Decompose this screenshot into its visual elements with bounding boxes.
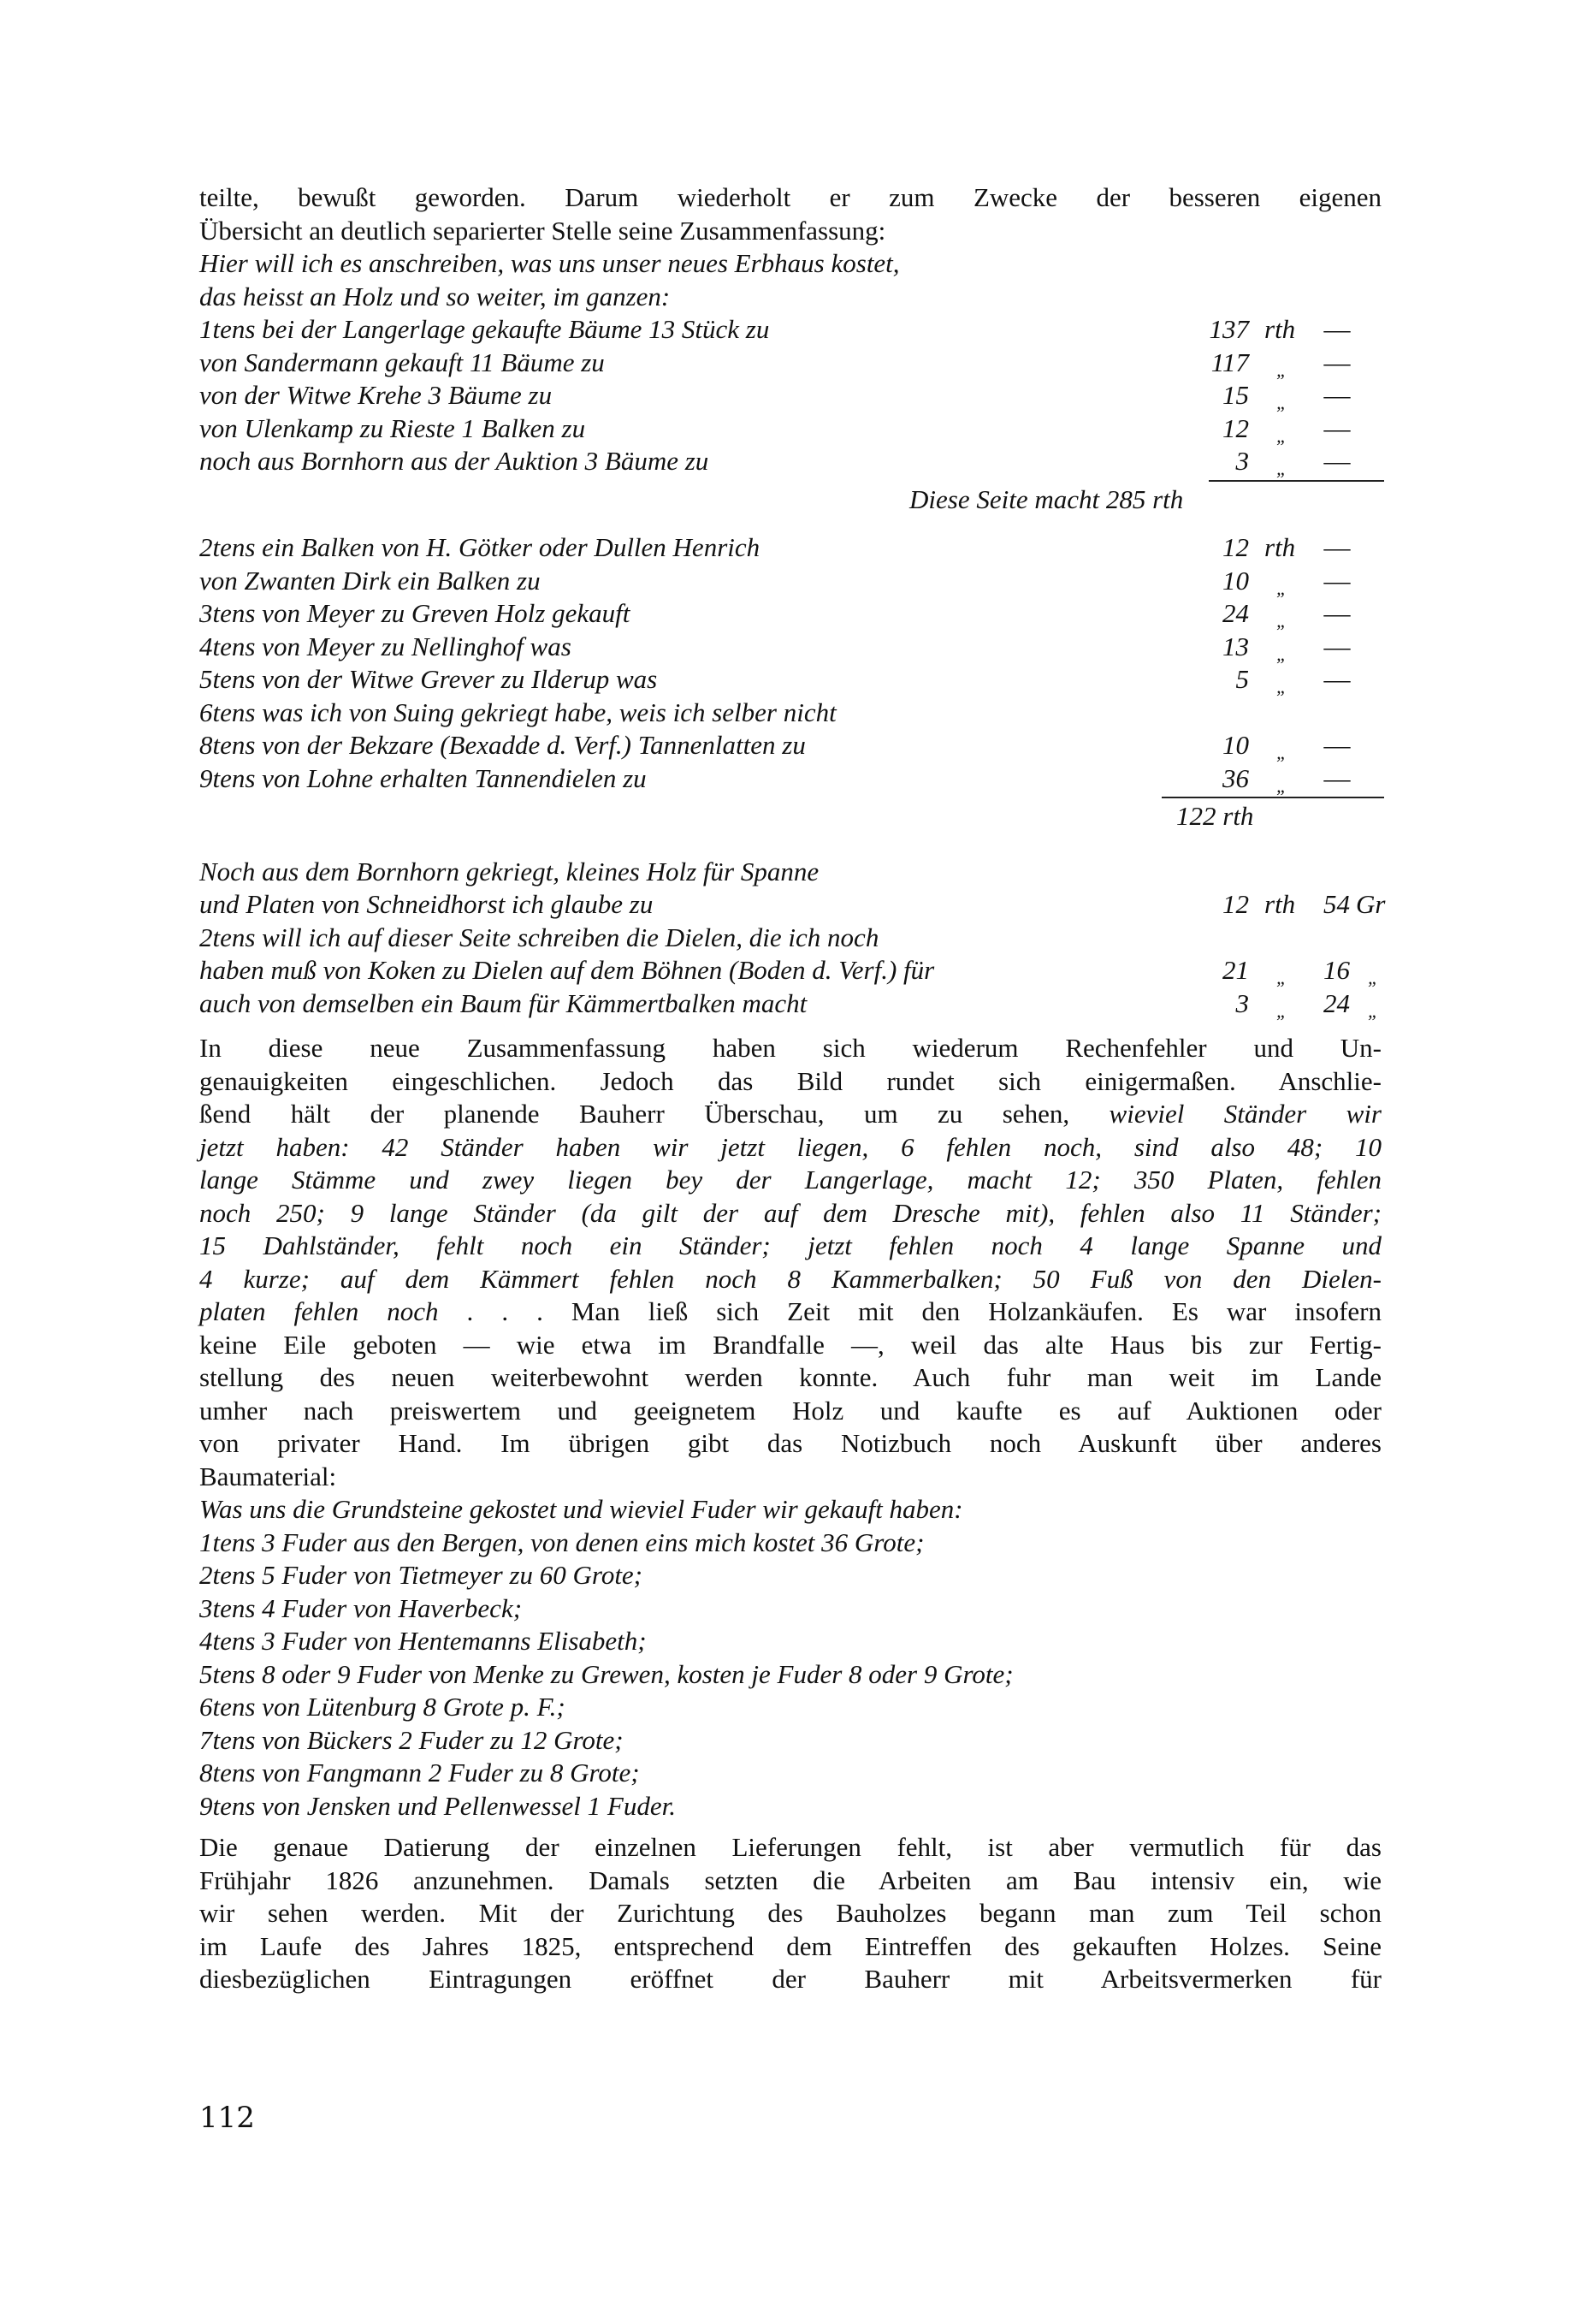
ledger-rth: 21 xyxy=(1222,955,1249,985)
ledger-label: 2tens ein Balken von H. Götker oder Dullen Henrich xyxy=(199,532,760,562)
body-paragraph-1 xyxy=(199,1032,1382,1493)
ledger-groten: 24 xyxy=(1323,987,1350,1018)
intro-line: teilte, bewußt geworden. Darum wiederholt er zum Zwecke der besseren eigenen xyxy=(199,182,1382,212)
text-line: Baumaterial: xyxy=(199,1461,337,1491)
ditto-mark: „ xyxy=(1276,774,1287,797)
ledger-table-2 xyxy=(199,531,1382,833)
text-line: 15 Dahlständer, fehlt noch ein Ständer; jetzt fehlen noch 4 lange Spanne und xyxy=(199,1230,1382,1260)
ditto-mark: „ xyxy=(1276,577,1287,599)
ditto-mark: „ xyxy=(1276,742,1287,763)
ledger-label: 9tens von Lohne erhalten Tannendielen zu xyxy=(199,762,647,793)
ledger-groten: 54 xyxy=(1323,889,1350,919)
ledger-total-row xyxy=(199,800,1382,833)
ledger-dash: — xyxy=(1323,314,1351,344)
text-line: stellung des neuen weiterbewohnt werden konnte. Auch fuhr man weit im Lande xyxy=(199,1362,1382,1392)
text-line: lange Stämme und zwey liegen bey der Langerlage, macht 12; 350 Platen, fehlen xyxy=(199,1165,1382,1195)
text-line: ßend hält der planende Bauherr Überschau, um zu sehen, wieviel Ständer wir xyxy=(199,1099,1382,1129)
text-line: platen fehlen noch . . . Man ließ sich Zeit mit den Holzankäufen. Es war insofern xyxy=(199,1296,1382,1326)
sum-rule xyxy=(1162,797,1384,798)
text-line: im Laufe des Jahres 1825, entsprechend dem Eintreffen des gekauften Holzes. Seine xyxy=(199,1930,1382,1961)
text-line: In diese neue Zusammenfassung haben sich wiederum Rechenfehler und Un- xyxy=(199,1033,1382,1063)
list-item: 1tens 3 Fuder aus den Bergen, von denen eins mich kostet 36 Grote; xyxy=(199,1527,925,1557)
ledger-amount: 3 xyxy=(1235,446,1249,476)
ledger-amount: 13 xyxy=(1222,631,1249,661)
ledger-unit: rth xyxy=(1264,532,1296,562)
ledger-table-1 xyxy=(199,313,1382,516)
text-line: Frühjahr 1826 anzunehmen. Damals setzten die Arbeiten am Bau intensiv ein, wie xyxy=(199,1865,1382,1895)
ledger-label: von Ulenkamp zu Rieste 1 Balken zu xyxy=(199,412,586,443)
ledger-label: 1tens bei der Langerlage gekaufte Bäume 13 Stück zu xyxy=(199,314,770,344)
ledger-total: 122 rth xyxy=(1176,801,1254,831)
list-item: 7tens von Bückers 2 Fuder zu 12 Grote; xyxy=(199,1724,624,1755)
ledger-row xyxy=(199,888,1386,922)
ledger-dash: — xyxy=(1323,565,1351,596)
text-line: noch 250; 9 lange Ständer (da gilt der auf dem Dresche mit), fehlen also 11 Ständer; xyxy=(199,1197,1382,1228)
ledger-label: 8tens von der Bekzare (Bexadde d. Verf.) Tannenlatten zu xyxy=(199,730,806,760)
ledger-row xyxy=(199,856,1382,889)
text-line: von privater Hand. Im übrigen gibt das Notizbuch noch Auskunft über anderes xyxy=(199,1428,1382,1458)
ledger-row xyxy=(199,663,1382,697)
ledger-label: von der Witwe Krehe 3 Bäume zu xyxy=(199,380,553,410)
document-page xyxy=(199,181,1386,1996)
ledger-row xyxy=(199,565,1382,598)
text-line: genauigkeiten eingeschlichen. Jedoch das Bild rundet sich einigermaßen. Anschlie- xyxy=(199,1065,1382,1096)
list-item: 3tens 4 Fuder von Haverbeck; xyxy=(199,1592,523,1623)
ledger-amount: 12 xyxy=(1222,412,1249,443)
ditto-mark: „ xyxy=(1276,359,1287,381)
text-line: wir sehen werden. Mit der Zurichtung des Bauholzes begann man zum Teil schon xyxy=(199,1898,1382,1928)
ledger-row xyxy=(199,412,1382,446)
quote-line: das heisst an Holz und so weiter, im ganzen: xyxy=(199,281,671,311)
ledger-row xyxy=(199,597,1382,631)
ledger-amount: 10 xyxy=(1222,730,1249,760)
list-heading: Was uns die Grundsteine gekostet und wieviel Fuder wir gekauft haben: xyxy=(199,1494,963,1524)
list-item: 5tens 8 oder 9 Fuder von Menke zu Grewen, kosten je Fuder 8 oder 9 Grote; xyxy=(199,1658,1014,1689)
ditto-mark: „ xyxy=(1276,643,1287,665)
ledger-label: 3tens von Meyer zu Greven Holz gekauft xyxy=(199,598,630,628)
body-paragraph-2 xyxy=(199,1831,1382,1996)
ledger-label: 4tens von Meyer zu Nellinghof was xyxy=(199,631,571,661)
ledger-label: noch aus Bornhorn aus der Auktion 3 Bäume zu xyxy=(199,446,709,476)
ledger-label: auch von demselben ein Baum für Kämmertbalken macht xyxy=(199,987,808,1018)
text-line: umher nach preiswertem und geeignetem Holz und kaufte es auf Auktionen oder xyxy=(199,1395,1382,1426)
quote-line: Hier will ich es anschreiben, was uns unser neues Erbhaus kostet, xyxy=(199,248,900,278)
ledger-rth: 3 xyxy=(1235,987,1249,1018)
ledger-dash: — xyxy=(1323,762,1351,793)
ledger-row xyxy=(199,531,1382,565)
ledger-label: 6tens was ich von Suing gekriegt habe, weis ich selber nicht xyxy=(199,697,837,727)
ledger-amount: 117 xyxy=(1210,347,1249,377)
ledger-label: von Sandermann gekauft 11 Bäume zu xyxy=(199,347,605,377)
ledger-label: 2tens will ich auf dieser Seite schreiben die Dielen, die ich noch xyxy=(199,922,879,952)
ditto-mark: „ xyxy=(1276,458,1287,479)
ledger-label: haben muß von Koken zu Dielen auf dem Böhnen (Boden d. Verf.) für xyxy=(199,955,935,985)
ledger-unit: rth xyxy=(1264,314,1296,344)
ditto-mark: „ xyxy=(1368,967,1379,988)
ledger-dash: — xyxy=(1323,347,1351,377)
ditto-mark: „ xyxy=(1276,610,1287,631)
list-item: 8tens von Fangmann 2 Fuder zu 8 Grote; xyxy=(199,1758,640,1787)
ledger-label: von Zwanten Dirk ein Balken zu xyxy=(199,565,541,596)
ledger-table-3 xyxy=(199,856,1386,1022)
ditto-mark: „ xyxy=(1276,967,1287,988)
ledger-amount: 12 xyxy=(1222,532,1249,562)
ledger-dash: — xyxy=(1323,730,1351,760)
ledger-total-row xyxy=(199,483,1382,517)
ledger-dash: — xyxy=(1323,631,1351,661)
ledger-unit: Gr xyxy=(1356,889,1386,919)
text-line: diesbezüglichen Eintragungen eröffnet der Bauherr mit Arbeitsvermerken für xyxy=(199,1964,1382,1994)
ledger-groten: 16 xyxy=(1323,955,1350,985)
ledger-row xyxy=(199,445,1382,478)
page-number: 112 xyxy=(199,2101,255,2135)
ledger-dash: — xyxy=(1323,598,1351,628)
list-item: 9tens von Jensken und Pellenwessel 1 Fuder. xyxy=(199,1790,676,1821)
ledger-row xyxy=(199,379,1382,412)
ledger-total: Diese Seite macht 285 rth xyxy=(909,483,1184,514)
ledger-dash: — xyxy=(1323,412,1351,443)
ledger-row xyxy=(199,347,1382,380)
ledger-label: 5tens von der Witwe Grever zu Ilderup was xyxy=(199,664,658,694)
text-line: 4 kurze; auf dem Kämmert fehlen noch 8 Kammerbalken; 50 Fuß von den Dielen- xyxy=(199,1263,1382,1294)
ditto-mark: „ xyxy=(1368,999,1379,1022)
ledger-amount: 10 xyxy=(1222,565,1249,596)
intro-line: Übersicht an deutlich separierter Stelle seine Zusammenfassung: xyxy=(199,215,886,246)
ledger-unit: rth xyxy=(1264,889,1296,919)
text-line: jetzt haben: 42 Ständer haben wir jetzt liegen, 6 fehlen noch, sind also 48; 10 xyxy=(199,1131,1382,1162)
ditto-mark: „ xyxy=(1276,999,1287,1022)
ledger-amount: 137 xyxy=(1209,314,1249,344)
ledger-row xyxy=(199,313,1382,347)
ledger-dash: — xyxy=(1323,380,1351,410)
ledger-amount: 15 xyxy=(1222,380,1249,410)
ditto-mark: „ xyxy=(1276,676,1287,697)
foundation-stones-list xyxy=(199,1493,1382,1823)
ledger-row xyxy=(199,954,1382,987)
ledger-dash: — xyxy=(1323,446,1351,476)
ledger-dash: — xyxy=(1323,664,1351,694)
ledger-amount: 5 xyxy=(1235,664,1249,694)
ditto-mark: „ xyxy=(1276,424,1287,447)
text-line: Die genaue Datierung der einzelnen Lieferungen fehlt, ist aber vermutlich für das xyxy=(199,1832,1382,1862)
ledger-row xyxy=(199,697,1382,730)
ditto-mark: „ xyxy=(1276,392,1287,413)
sum-rule xyxy=(1209,480,1384,482)
ledger-label: und Platen von Schneidhorst ich glaube zu xyxy=(199,889,654,919)
ledger-row xyxy=(199,729,1382,762)
ledger-amount: 36 xyxy=(1222,762,1249,793)
list-item: 4tens 3 Fuder von Hentemanns Elisabeth; xyxy=(199,1626,647,1656)
ledger-row xyxy=(199,631,1382,664)
ledger-row xyxy=(199,762,1382,796)
ledger-label: Noch aus dem Bornhorn gekriegt, kleines Holz für Spanne xyxy=(199,856,820,886)
ledger-row xyxy=(199,922,1382,955)
ledger-row xyxy=(199,987,1382,1021)
list-item: 2tens 5 Fuder von Tietmeyer zu 60 Grote; xyxy=(199,1560,643,1590)
text-line: keine Eile geboten — wie etwa im Brandfalle —, weil das alte Haus bis zur Fertig- xyxy=(199,1329,1382,1360)
list-item: 6tens von Lütenburg 8 Grote p. F.; xyxy=(199,1692,565,1722)
ledger-rth: 12 xyxy=(1222,889,1249,919)
ledger-dash: — xyxy=(1323,532,1351,562)
ledger-amount: 24 xyxy=(1222,598,1249,628)
